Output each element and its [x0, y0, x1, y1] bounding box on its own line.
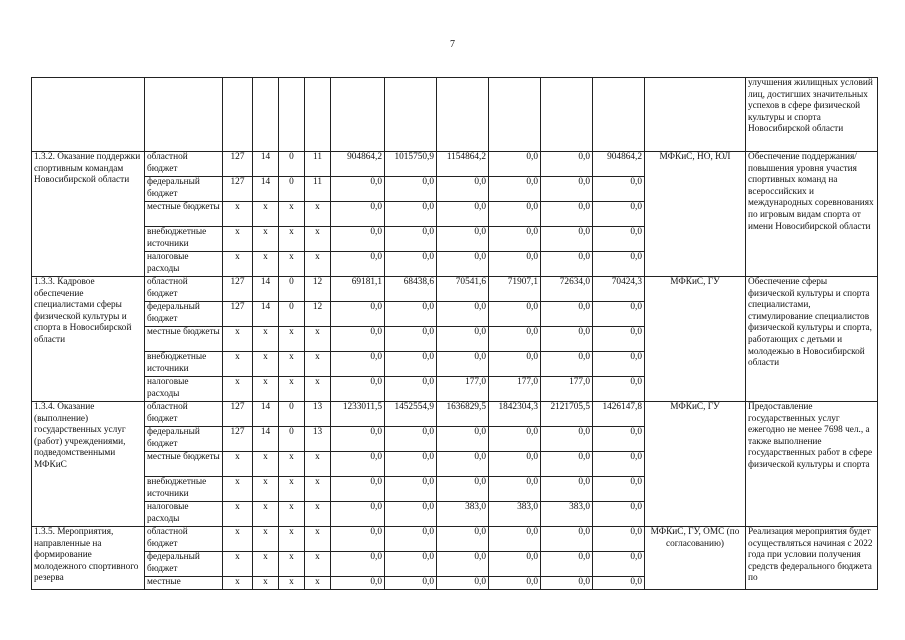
year-value: 0,0 [541, 427, 593, 452]
year-value: 0,0 [593, 452, 645, 477]
year-value: 0,0 [385, 327, 437, 352]
code-cell [223, 78, 253, 152]
value-cell [437, 78, 489, 152]
year-value: 0,0 [437, 352, 489, 377]
code-gp: x [253, 252, 279, 277]
expected-result: Реализация мероприятия будет осуществляться начиная с 2022 года при условии получения средств федерального бюджета по [746, 527, 878, 590]
executor-cell [645, 78, 746, 152]
funding-source: местные [145, 577, 223, 590]
year-value: 0,0 [593, 477, 645, 502]
year-value: 0,0 [541, 552, 593, 577]
code-grbs: x [223, 327, 253, 352]
year-value: 0,0 [489, 577, 541, 590]
year-value: 0,0 [437, 527, 489, 552]
code-gp: 14 [253, 152, 279, 177]
code-pp: x [279, 377, 305, 402]
code-grbs: 127 [223, 277, 253, 302]
code-grbs: 127 [223, 152, 253, 177]
year-value: 0,0 [331, 352, 385, 377]
code-gp: x [253, 502, 279, 527]
year-value: 0,0 [385, 177, 437, 202]
executor: МФКиС, ГУ, ОМС (по согласованию) [645, 527, 746, 590]
year-value: 0,0 [385, 477, 437, 502]
year-value: 0,0 [489, 252, 541, 277]
program-table [31, 77, 878, 590]
funding-source: областной бюджет [145, 152, 223, 177]
year-value: 0,0 [489, 227, 541, 252]
year-value: 0,0 [437, 202, 489, 227]
code-grbs: x [223, 527, 253, 552]
code-gp: x [253, 477, 279, 502]
code-om: x [305, 502, 331, 527]
code-pp: x [279, 527, 305, 552]
year-value: 0,0 [437, 452, 489, 477]
code-gp: x [253, 327, 279, 352]
table-row [32, 277, 878, 302]
code-om: x [305, 377, 331, 402]
code-grbs: x [223, 202, 253, 227]
code-pp: x [279, 202, 305, 227]
measure-name: 1.3.3. Кадровое обеспечение специалистами сферы физической культуры и спорта в Новосибирской области [32, 277, 145, 402]
year-value: 0,0 [385, 502, 437, 527]
code-om: x [305, 252, 331, 277]
year-value: 0,0 [593, 202, 645, 227]
year-value: 0,0 [489, 552, 541, 577]
funding-source: налоговые расходы [145, 377, 223, 402]
year-value: 0,0 [385, 577, 437, 590]
year-value: 0,0 [593, 552, 645, 577]
year-value: 0,0 [489, 452, 541, 477]
code-pp: x [279, 352, 305, 377]
code-pp: 0 [279, 402, 305, 427]
code-grbs: 127 [223, 402, 253, 427]
code-pp: x [279, 502, 305, 527]
year-value: 0,0 [331, 252, 385, 277]
code-om: x [305, 202, 331, 227]
code-gp: x [253, 552, 279, 577]
year-value: 0,0 [541, 252, 593, 277]
table-row-continued [32, 78, 878, 152]
year-value: 0,0 [385, 352, 437, 377]
year-value: 904864,2 [331, 152, 385, 177]
source-cell [145, 78, 223, 152]
year-value: 0,0 [489, 177, 541, 202]
code-gp: x [253, 202, 279, 227]
code-om: x [305, 577, 331, 590]
table-row [32, 152, 878, 177]
year-value: 1452554,9 [385, 402, 437, 427]
executor: МФКиС, ГУ [645, 277, 746, 402]
code-om: 12 [305, 302, 331, 327]
code-om: x [305, 477, 331, 502]
year-value: 0,0 [331, 202, 385, 227]
year-value: 0,0 [331, 477, 385, 502]
code-om: x [305, 552, 331, 577]
funding-source: федеральный бюджет [145, 427, 223, 452]
funding-source: внебюджетные источники [145, 227, 223, 252]
code-pp: x [279, 477, 305, 502]
code-grbs: x [223, 252, 253, 277]
year-value: 0,0 [437, 477, 489, 502]
year-value: 0,0 [489, 302, 541, 327]
year-value: 1015750,9 [385, 152, 437, 177]
code-pp: 0 [279, 177, 305, 202]
code-cell [305, 78, 331, 152]
code-grbs: x [223, 502, 253, 527]
code-om: 12 [305, 277, 331, 302]
value-cell [385, 78, 437, 152]
year-value: 0,0 [489, 527, 541, 552]
year-value: 0,0 [541, 227, 593, 252]
year-value: 177,0 [437, 377, 489, 402]
year-value: 0,0 [385, 252, 437, 277]
year-value: 0,0 [541, 452, 593, 477]
year-value: 70541,6 [437, 277, 489, 302]
year-value: 177,0 [541, 377, 593, 402]
code-gp: x [253, 452, 279, 477]
year-value: 0,0 [489, 327, 541, 352]
code-pp: x [279, 452, 305, 477]
funding-source: федеральный бюджет [145, 302, 223, 327]
code-grbs: x [223, 352, 253, 377]
code-grbs: 127 [223, 427, 253, 452]
year-value: 0,0 [331, 577, 385, 590]
code-grbs: x [223, 452, 253, 477]
year-value: 0,0 [437, 427, 489, 452]
executor: МФКиС, НО, ЮЛ [645, 152, 746, 277]
year-value: 70424,3 [593, 277, 645, 302]
year-value: 69181,1 [331, 277, 385, 302]
code-om: 11 [305, 152, 331, 177]
code-grbs: 127 [223, 302, 253, 327]
year-value: 0,0 [541, 152, 593, 177]
year-value: 0,0 [437, 227, 489, 252]
year-value: 0,0 [385, 452, 437, 477]
page-number: 7 [450, 39, 455, 50]
year-value: 0,0 [385, 527, 437, 552]
year-value: 0,0 [385, 427, 437, 452]
code-gp: x [253, 527, 279, 552]
year-value: 0,0 [593, 252, 645, 277]
code-om: x [305, 327, 331, 352]
year-value: 0,0 [489, 427, 541, 452]
funding-source: внебюджетные источники [145, 352, 223, 377]
year-value: 0,0 [331, 452, 385, 477]
funding-source: федеральный бюджет [145, 552, 223, 577]
code-grbs: 127 [223, 177, 253, 202]
measure-name: 1.3.4. Оказание (выполнение) государственных услуг (работ) учреждениями, подведомственными МФКиС [32, 402, 145, 527]
table-row [32, 402, 878, 427]
year-value: 0,0 [331, 327, 385, 352]
year-value: 0,0 [331, 427, 385, 452]
funding-source: местные бюджеты [145, 202, 223, 227]
year-value: 0,0 [385, 202, 437, 227]
year-value: 0,0 [437, 577, 489, 590]
year-value: 383,0 [541, 502, 593, 527]
year-value: 1426147,8 [593, 402, 645, 427]
code-gp: 14 [253, 277, 279, 302]
measure-name: 1.3.2. Оказание поддержки спортивным командам Новосибирской области [32, 152, 145, 277]
year-value: 0,0 [331, 302, 385, 327]
funding-source: внебюджетные источники [145, 477, 223, 502]
year-value: 0,0 [593, 177, 645, 202]
code-pp: 0 [279, 427, 305, 452]
code-om: 13 [305, 427, 331, 452]
year-value: 0,0 [593, 527, 645, 552]
year-value: 0,0 [541, 477, 593, 502]
code-pp: x [279, 577, 305, 590]
year-value: 0,0 [541, 577, 593, 590]
year-value: 0,0 [541, 327, 593, 352]
funding-source: налоговые расходы [145, 252, 223, 277]
year-value: 0,0 [593, 302, 645, 327]
code-pp: x [279, 252, 305, 277]
code-om: x [305, 352, 331, 377]
year-value: 0,0 [331, 177, 385, 202]
code-om: 13 [305, 402, 331, 427]
year-value: 1154864,2 [437, 152, 489, 177]
year-value: 0,0 [437, 177, 489, 202]
year-value: 1636829,5 [437, 402, 489, 427]
code-gp: x [253, 227, 279, 252]
year-value: 0,0 [331, 502, 385, 527]
code-pp: 0 [279, 277, 305, 302]
code-grbs: x [223, 477, 253, 502]
year-value: 72634,0 [541, 277, 593, 302]
code-gp: x [253, 377, 279, 402]
funding-source: областной бюджет [145, 277, 223, 302]
year-value: 904864,2 [593, 152, 645, 177]
code-cell [253, 78, 279, 152]
year-value: 0,0 [541, 202, 593, 227]
year-value: 0,0 [541, 177, 593, 202]
value-cell [541, 78, 593, 152]
year-value: 68438,6 [385, 277, 437, 302]
value-cell [331, 78, 385, 152]
year-value: 0,0 [437, 552, 489, 577]
table-body [32, 78, 878, 590]
funding-source: федеральный бюджет [145, 177, 223, 202]
year-value: 0,0 [489, 352, 541, 377]
code-om: x [305, 227, 331, 252]
year-value: 1233011,5 [331, 402, 385, 427]
year-value: 0,0 [541, 352, 593, 377]
code-gp: x [253, 577, 279, 590]
expected-result: Обеспечение сферы физической культуры и спорта специалистами, стимулирование специалистов физической культуры и спорта, работающих с детьми и молодежью в Новосибирской области [746, 277, 878, 402]
result-cell: улучшения жилищных условий лиц, достигших значительных успехов в сфере физической культуры и спорта Новосибирской области [746, 78, 878, 152]
year-value: 0,0 [385, 377, 437, 402]
code-grbs: x [223, 377, 253, 402]
year-value: 0,0 [331, 552, 385, 577]
year-value: 0,0 [385, 552, 437, 577]
year-value: 0,0 [331, 377, 385, 402]
code-gp: 14 [253, 177, 279, 202]
year-value: 0,0 [593, 377, 645, 402]
code-pp: 0 [279, 302, 305, 327]
year-value: 0,0 [593, 227, 645, 252]
code-gp: 14 [253, 427, 279, 452]
code-grbs: x [223, 577, 253, 590]
year-value: 2121705,5 [541, 402, 593, 427]
code-pp: x [279, 227, 305, 252]
year-value: 0,0 [541, 527, 593, 552]
year-value: 0,0 [437, 302, 489, 327]
year-value: 0,0 [331, 227, 385, 252]
year-value: 383,0 [437, 502, 489, 527]
code-om: 11 [305, 177, 331, 202]
year-value: 0,0 [385, 227, 437, 252]
year-value: 0,0 [593, 352, 645, 377]
table-row [32, 527, 878, 552]
year-value: 0,0 [331, 527, 385, 552]
code-om: x [305, 527, 331, 552]
year-value: 0,0 [489, 202, 541, 227]
code-pp: x [279, 327, 305, 352]
code-pp: 0 [279, 152, 305, 177]
executor: МФКиС, ГУ [645, 402, 746, 527]
measure-cell [32, 78, 145, 152]
code-grbs: x [223, 227, 253, 252]
code-cell [279, 78, 305, 152]
year-value: 0,0 [593, 427, 645, 452]
year-value: 0,0 [437, 252, 489, 277]
year-value: 0,0 [437, 327, 489, 352]
value-cell [593, 78, 645, 152]
code-grbs: x [223, 552, 253, 577]
year-value: 71907,1 [489, 277, 541, 302]
year-value: 0,0 [489, 477, 541, 502]
year-value: 1842304,3 [489, 402, 541, 427]
expected-result: Обеспечение поддержания/повышения уровня участия спортивных команд на всероссийских и международных соревнованиях по игровым видам спорта от имени Новосибирской области [746, 152, 878, 277]
code-gp: 14 [253, 302, 279, 327]
value-cell [489, 78, 541, 152]
year-value: 0,0 [593, 502, 645, 527]
year-value: 0,0 [541, 302, 593, 327]
year-value: 0,0 [593, 577, 645, 590]
measure-name: 1.3.5. Мероприятия, направленные на формирование молодежного спортивного резерва [32, 527, 145, 590]
funding-source: областной бюджет [145, 527, 223, 552]
code-gp: 14 [253, 402, 279, 427]
year-value: 177,0 [489, 377, 541, 402]
year-value: 0,0 [489, 152, 541, 177]
year-value: 0,0 [385, 302, 437, 327]
funding-source: местные бюджеты [145, 327, 223, 352]
code-pp: x [279, 552, 305, 577]
year-value: 0,0 [593, 327, 645, 352]
code-om: x [305, 452, 331, 477]
funding-source: местные бюджеты [145, 452, 223, 477]
funding-source: областной бюджет [145, 402, 223, 427]
expected-result: Предоставление государственных услуг ежегодно не менее 7698 чел., а также выполнение государственных работ в сфере физической культуры и спорта [746, 402, 878, 527]
code-gp: x [253, 352, 279, 377]
funding-source: налоговые расходы [145, 502, 223, 527]
year-value: 383,0 [489, 502, 541, 527]
